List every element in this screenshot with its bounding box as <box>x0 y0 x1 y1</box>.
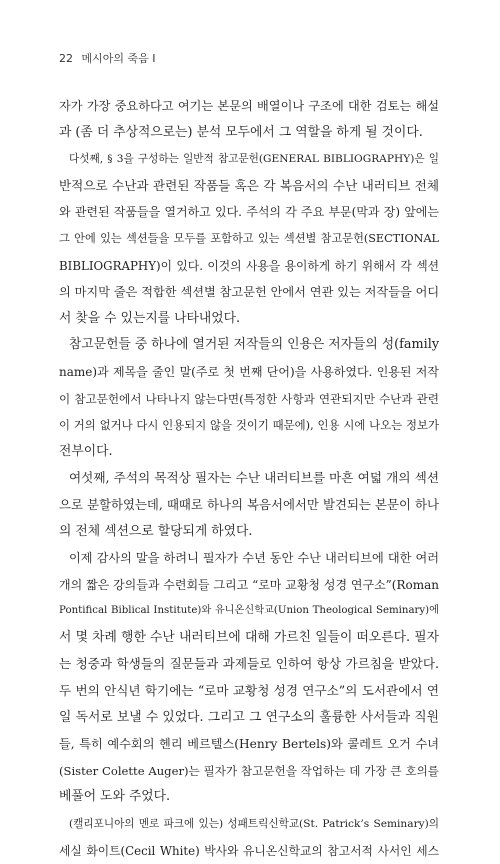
text-line: 이제 감사의 말을 하려니 필자가 수년 동안 수난 내러티브에 대한 여러 <box>69 551 439 566</box>
book-title: 메시아의 죽음 I <box>81 52 156 65</box>
text-line: 으로 분할하였는데, 때때로 하나의 복음서에서만 발견되는 본문이 하나 <box>59 496 439 512</box>
text-line: 는 청중과 학생들의 질문들과 과제들로 인하여 항상 가르침을 받았다. <box>59 656 439 672</box>
text-line: 이 참고문헌에서 나타나지 않는다면(특정한 사항과 연관되지만 수난과 관련 <box>59 391 439 406</box>
text-line: 여섯째, 주석의 목적상 필자는 수난 내러티브를 마흔 여덟 개의 섹션 <box>69 470 439 486</box>
text-line: 들, 특히 예수회의 헨리 베르텔스(Henry Bertels)와 콜레트 오거 수녀 <box>59 737 439 752</box>
text-line: 두 번의 안식년 학기에는 “로마 교황청 성경 연구소”의 도서관에서 연 <box>59 683 439 699</box>
text-line: 전부이다. <box>59 443 113 459</box>
text-line: 그 안에 있는 섹션들을 모두를 포함하고 있는 섹션별 참고문헌(SECTIONAL <box>59 231 439 245</box>
text-line: 와 관련된 작품들을 열거하고 있다. 주석의 각 주요 부문(막과 장) 앞에는 <box>59 205 439 220</box>
text-line: 서 찾을 수 있는지를 나타내었다. <box>59 310 241 326</box>
text-line: 다섯째, § 3을 구성하는 일반적 참고문헌(GENERAL BIBLIOGRAPHY)은 일 <box>69 153 439 166</box>
text-line: (캘리포니아의 멘로 파크에 있는) 성패트릭신학교(St. Patrick’s Seminary)의 <box>69 818 439 831</box>
text-line: 개의 짧은 강의들과 수련회들 그리고 “로마 교황청 성경 연구소”(Roman <box>59 577 439 592</box>
text-line: 자가 가장 중요하다고 여기는 본문의 배열이나 구조에 대한 검토는 해설 <box>59 99 439 113</box>
text-line: (Sister Colette Auger)는 필자가 참고문헌을 작업하는 데 가장 큰 호의를 <box>59 763 439 778</box>
page-number: 22 <box>59 52 73 65</box>
body-text <box>59 93 439 864</box>
text-line: 이 거의 없거나 다시 인용되지 않을 것이기 때문에), 인용 시에 나오는 정보가 <box>59 418 439 433</box>
text-line: 의 마지막 줄은 적합한 섹션별 참고문헌 안에서 연관 있는 저작들을 어디 <box>59 285 439 300</box>
text-line: 서 몇 차례 행한 수난 내러티브에 대해 가르친 일들이 떠오른다. 필자 <box>59 629 439 645</box>
text-line: 베풀어 도와 주었다. <box>59 789 171 805</box>
text-line: 참고문헌들 중 하나에 열거된 저작들의 인용은 저자들의 성(family <box>69 337 439 353</box>
running-head <box>59 50 156 66</box>
text-line: Pontifical Biblical Institute)와 유니온신학교(Union Theological Seminary)에 <box>59 605 439 617</box>
text-line: 의 전체 섹션으로 할당되게 하였다. <box>59 523 253 539</box>
text-line: name)과 제목을 줄인 말(주로 첫 번째 단어)을 사용하였다. 인용된 저작 <box>59 364 439 379</box>
text-line: 일 독서로 보낼 수 있었다. 그리고 그 연구소의 훌륭한 사서들과 직원 <box>59 709 439 725</box>
text-line: 세실 화이트(Cecil White) 박사와 유니온신학교의 참고서적 사서인 세스 <box>59 843 439 858</box>
text-line: 과 (좀 더 추상적으로는) 분석 모두에서 그 역할을 하게 될 것이다. <box>59 124 423 140</box>
text-line: 반적으로 수난과 관련된 작품들 혹은 각 복음서의 수난 내러티브 전체 <box>59 177 439 193</box>
text-line: BIBLIOGRAPHY)이 있다. 이것의 사용을 용이하게 하기 위해서 각 섹션 <box>59 258 439 273</box>
